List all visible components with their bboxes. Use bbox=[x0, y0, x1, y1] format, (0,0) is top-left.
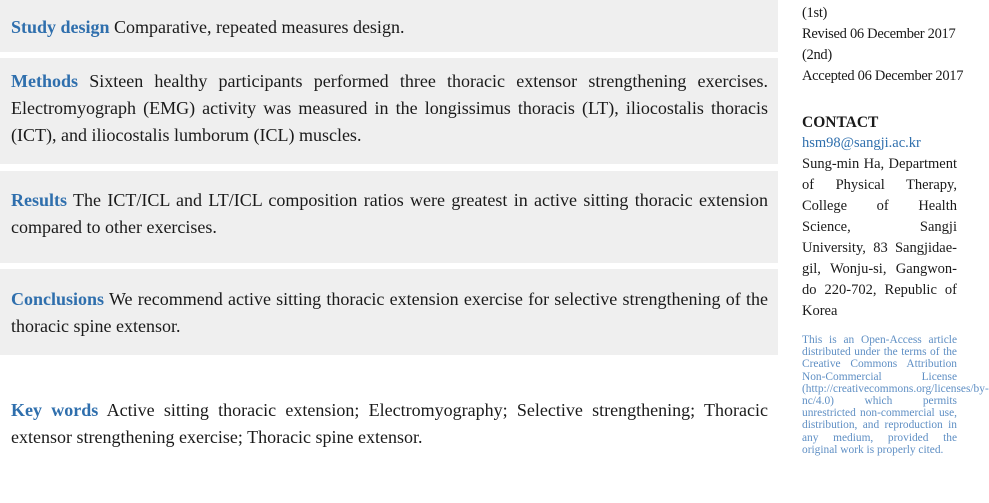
keywords-heading: Key words bbox=[11, 400, 99, 420]
study-design-text: Comparative, repeated measures design. bbox=[114, 17, 405, 37]
methods-heading: Methods bbox=[11, 71, 78, 91]
article-history bbox=[802, 3, 964, 87]
keywords-section bbox=[0, 396, 778, 466]
contact-email-link[interactable]: hsm98@sangji.ac.kr bbox=[802, 135, 921, 151]
methods-section bbox=[0, 58, 778, 164]
results-section bbox=[0, 171, 778, 263]
history-line: (2nd) bbox=[802, 47, 832, 63]
keywords-text: Active sitting thoracic extension; Electromyography; Selective strengthening; Thoracic extensor strengthening exercise; Thoracic spine extensor. bbox=[11, 400, 769, 447]
study-design-section bbox=[0, 0, 778, 52]
article-sidebar bbox=[802, 0, 989, 456]
history-line: Revised 06 December 2017 bbox=[802, 26, 956, 42]
results-text: The ICT/ICL and LT/ICL composition ratios were greatest in active sitting thoracic extension compared to other exercises. bbox=[11, 190, 768, 237]
conclusions-section bbox=[0, 269, 778, 355]
contact-heading: CONTACT bbox=[802, 114, 879, 131]
methods-text: Sixteen healthy participants performed three thoracic extensor strengthening exercises. Electromyograph (EMG) activity was measured in the longissimus thoracis (LT), iliocostalis thoracis (ICT), and iliocostalis lumborum (ICL) muscles. bbox=[11, 71, 769, 145]
conclusions-text: We recommend active sitting thoracic extension exercise for selective strengthening of the thoracic spine extensor. bbox=[11, 289, 768, 336]
conclusions-heading: Conclusions bbox=[11, 289, 105, 309]
contact-address: Sung-min Ha, Department of Physical Therapy, College of Health Science, Sangji University, 83 Sangjidae-gil, Wonju-si, Gangwon-do 220-702, Republic of Korea bbox=[802, 156, 957, 319]
study-design-heading: Study design bbox=[11, 17, 110, 37]
results-heading: Results bbox=[11, 190, 68, 210]
license-notice: This is an Open-Access article distributed under the terms of the Creative Commons Attribution Non-Commercial License (http://creativecommons.org/licenses/by-nc/4.0) which permits unrestricted non-commercial use, distribution, and reproduction in any medium, provided the original work is properly cited. bbox=[802, 334, 989, 456]
history-line: (1st) bbox=[802, 5, 828, 21]
history-line: Accepted 06 December 2017 bbox=[802, 68, 964, 84]
